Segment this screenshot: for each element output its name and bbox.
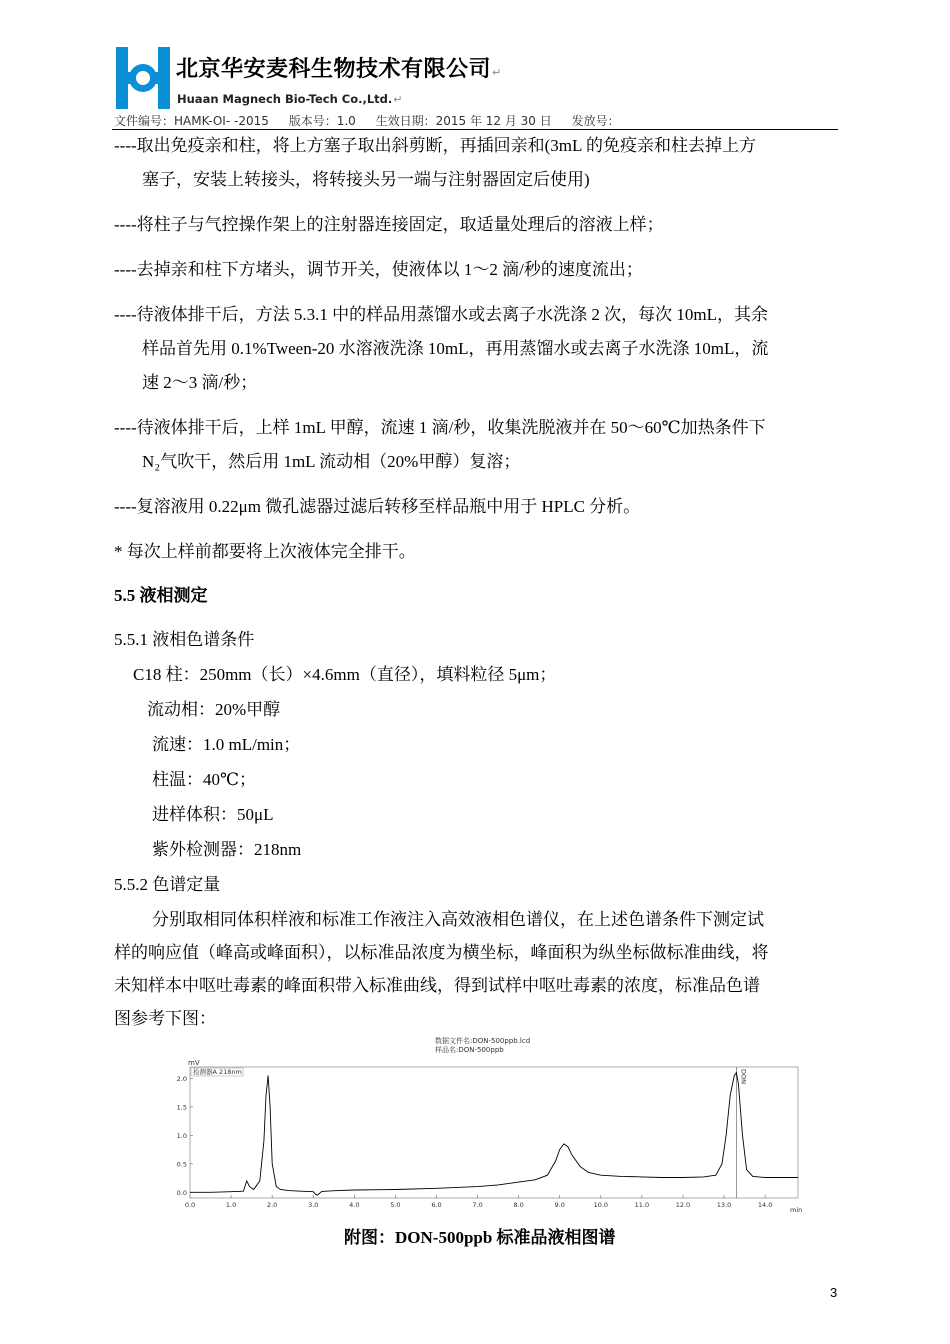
step-4-line-3: 速 2～3 滴/秒； bbox=[142, 373, 258, 392]
y-unit-label: mV bbox=[188, 1059, 200, 1067]
x-tick-label: 10.0 bbox=[593, 1201, 609, 1209]
y-tick-label: 0.5 bbox=[176, 1160, 187, 1169]
x-tick-label: 2.0 bbox=[266, 1201, 278, 1209]
condition-injection-volume: 进样体积：50μL bbox=[152, 805, 274, 824]
plot-frame bbox=[190, 1067, 798, 1198]
step-4-line-2: 样品首先用 0.1%Tween-20 水溶液洗涤 10mL，再用蒸馏水或去离子水洗涤 10mL，流 bbox=[142, 339, 769, 358]
subsection-title-2: 5.5.2 色谱定量 bbox=[114, 875, 221, 894]
x-tick-label: 7.0 bbox=[472, 1201, 483, 1209]
issue-number: 发放号： bbox=[571, 114, 620, 128]
company-name-en: Huaan Magnech Bio-Tech Co.,Ltd.↵ bbox=[177, 92, 403, 106]
x-tick-label: 8.0 bbox=[513, 1201, 524, 1209]
chromatogram-trace bbox=[190, 1073, 798, 1196]
document-meta bbox=[114, 112, 636, 129]
step-3: ----去掉亲和柱下方堵头，调节开关，使液体以 1～2 滴/秒的速度流出； bbox=[114, 260, 643, 279]
x-tick-label: 0.0 bbox=[184, 1201, 196, 1209]
chart-header-line-1: 数据文件名:DON-500ppb.lcd bbox=[435, 1037, 531, 1045]
x-tick-label: 1.0 bbox=[225, 1201, 237, 1209]
step-6: ----复溶液用 0.22μm 微孔滤器过滤后转移至样品瓶中用于 HPLC 分析。 bbox=[114, 497, 641, 516]
step-4-line-1: ----待液体排干后，方法 5.3.1 中的样品用蒸馏水或去离子水洗涤 2 次，每次 10mL，其余 bbox=[114, 305, 769, 324]
y-tick-label: 2.0 bbox=[176, 1074, 187, 1083]
x-tick-label: 6.0 bbox=[431, 1201, 442, 1209]
doc-number: 文件编号：HAMK-OI- -2015 bbox=[114, 114, 269, 128]
step-5-line-2: N₂气吹干，然后用 1mL 流动相（20%甲醇）复溶； bbox=[142, 452, 521, 471]
x-tick-label: 4.0 bbox=[349, 1201, 360, 1209]
effective-date: 生效日期：2015 年 12 月 30 日 bbox=[375, 114, 552, 128]
x-tick-label: 12.0 bbox=[675, 1201, 691, 1209]
page-number: 3 bbox=[830, 1285, 838, 1300]
subsection-title-1: 5.5.1 液相色谱条件 bbox=[114, 630, 255, 649]
paragraph-line-4: 图参考下图： bbox=[114, 1009, 216, 1028]
x-tick-label: 5.0 bbox=[390, 1201, 401, 1209]
condition-column: C18 柱：250mm（长）×4.6mm（直径），填料粒径 5μm； bbox=[133, 665, 557, 684]
chromatogram-chart bbox=[160, 1032, 805, 1222]
x-unit-label: min bbox=[790, 1206, 803, 1214]
x-tick-label: 3.0 bbox=[308, 1201, 319, 1209]
section-title: 5.5 液相测定 bbox=[114, 586, 208, 605]
chart-caption: 附图：DON-500ppb 标准品液相图谱 bbox=[344, 1228, 616, 1247]
paragraph-line-2: 样的响应值（峰高或峰面积），以标准品浓度为横坐标，峰面积为纵坐标做标准曲线，将 bbox=[114, 943, 769, 962]
step-1-line-2: 塞子，安装上转接头，将转接头另一端与注射器固定后使用) bbox=[142, 170, 590, 189]
step-5-line-1: ----待液体排干后，上样 1mL 甲醇，流速 1 滴/秒，收集洗脱液并在 50～60℃加热条件下 bbox=[114, 418, 766, 437]
chart-header-line-2: 样品名:DON-500ppb bbox=[435, 1046, 504, 1054]
condition-temperature: 柱温：40℃； bbox=[152, 770, 257, 789]
x-tick-label: 14.0 bbox=[757, 1201, 773, 1209]
x-tick-label: 11.0 bbox=[634, 1201, 650, 1209]
y-tick-label: 1.0 bbox=[176, 1131, 187, 1140]
note: * 每次上样前都要将上次液体完全排干。 bbox=[114, 542, 416, 561]
y-tick-label: 1.5 bbox=[176, 1103, 187, 1112]
peak-label: DON bbox=[739, 1069, 748, 1084]
y-tick-label: 0.0 bbox=[176, 1188, 187, 1197]
condition-detector: 紫外检测器：218nm bbox=[152, 840, 302, 859]
paragraph-line-3: 未知样本中呕吐毒素的峰面积带入标准曲线，得到试样中呕吐毒素的浓度，标准品色谱 bbox=[114, 976, 760, 995]
step-2: ----将柱子与气控操作架上的注射器连接固定，取适量处理后的溶液上样； bbox=[114, 215, 664, 234]
doc-version: 版本号：1.0 bbox=[288, 114, 356, 128]
condition-flow-rate: 流速：1.0 mL/min； bbox=[152, 735, 301, 754]
company-logo bbox=[116, 47, 170, 109]
header-divider bbox=[112, 129, 838, 130]
condition-mobile-phase: 流动相：20%甲醇 bbox=[147, 700, 281, 719]
company-name-cn: 北京华安麦科生物技术有限公司↵ bbox=[176, 57, 502, 82]
x-tick-label: 13.0 bbox=[716, 1201, 732, 1209]
detector-label: 检测器A 218nm bbox=[193, 1068, 242, 1076]
paragraph-line-1: 分别取相同体积样液和标准工作液注入高效液相色谱仪，在上述色谱条件下测定试 bbox=[152, 910, 764, 929]
x-tick-label: 9.0 bbox=[554, 1201, 565, 1209]
step-1-line-1: ----取出免疫亲和柱，将上方塞子取出斜剪断，再插回亲和(3mL 的免疫亲和柱去掉上方 bbox=[114, 136, 757, 155]
